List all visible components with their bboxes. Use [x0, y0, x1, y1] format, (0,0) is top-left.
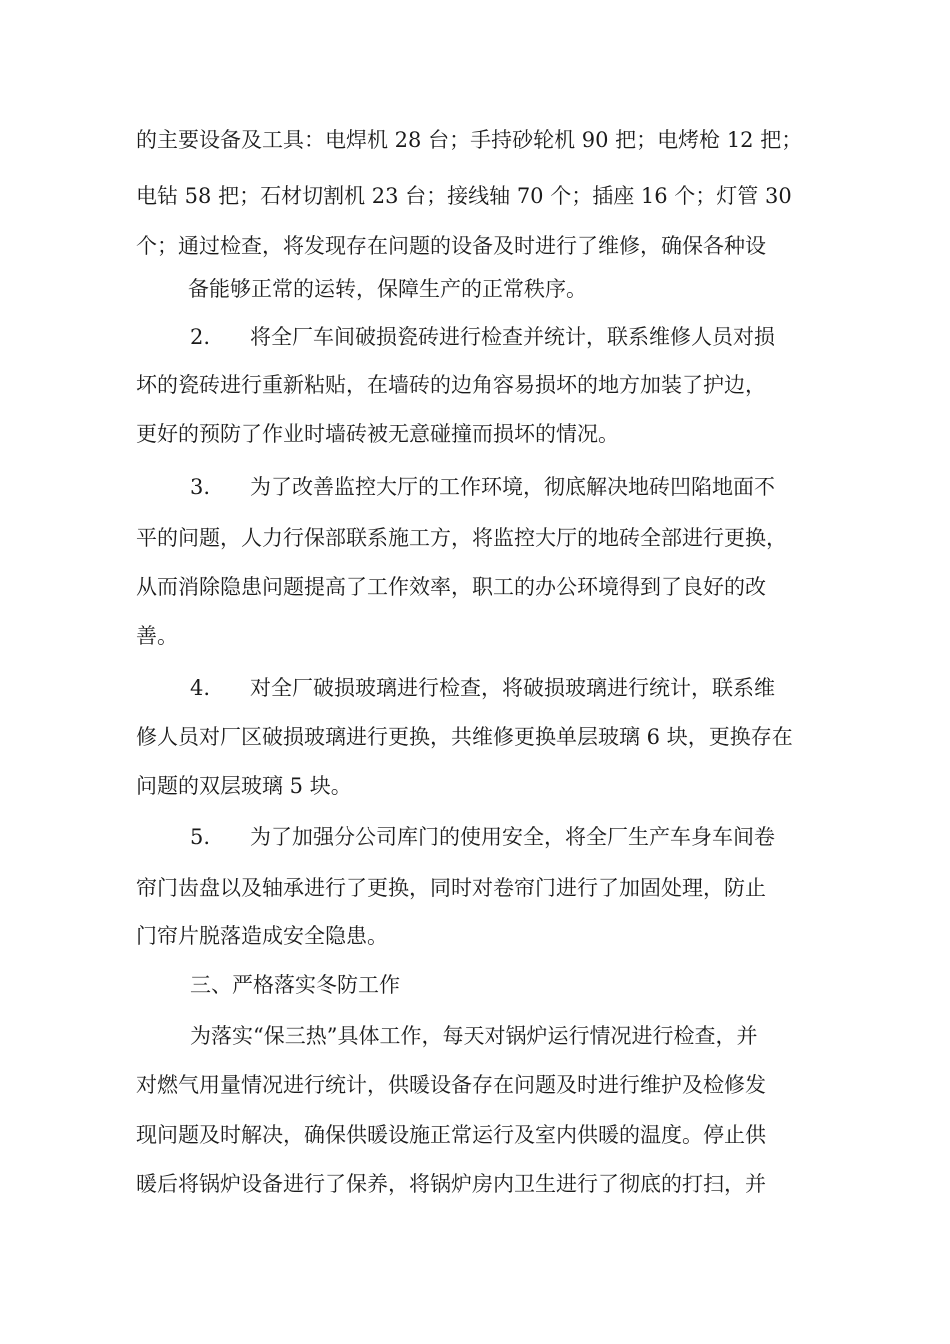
text-line: 电钻 58 把；石材切割机 23 台；接线轴 70 个；插座 16 个；灯管 30 — [136, 184, 792, 208]
item-number: 3. — [190, 475, 211, 499]
text-line: 修人员对厂区破损玻璃进行更换，共维修更换单层玻璃 6 块，更换存在 — [136, 725, 793, 749]
text-line: 个；通过检查，将发现存在问题的设备及时进行了维修，确保各种设 — [136, 234, 766, 258]
text-line: 将全厂车间破损瓷砖进行检查并统计，联系维修人员对损 — [250, 325, 775, 349]
text-line: 门帘片脱落造成安全隐患。 — [136, 924, 388, 948]
text-line: 暖后将锅炉设备进行了保养，将锅炉房内卫生进行了彻底的打扫，并 — [136, 1172, 766, 1196]
item-number: 4. — [190, 676, 211, 700]
text-line: 善。 — [136, 624, 178, 648]
text-line: 更好的预防了作业时墙砖被无意碰撞而损坏的情况。 — [136, 422, 619, 446]
text-line: 平的问题，人力行保部联系施工方，将监控大厅的地砖全部进行更换， — [136, 526, 787, 550]
item-number: 2. — [190, 325, 211, 349]
text-line: 问题的双层玻璃 5 块。 — [136, 774, 352, 798]
text-line: 对全厂破损玻璃进行检查，将破损玻璃进行统计，联系维 — [250, 676, 775, 700]
text-line: 对燃气用量情况进行统计，供暖设备存在问题及时进行维护及检修发 — [136, 1073, 766, 1097]
text-line: 现问题及时解决，确保供暖设施正常运行及室内供暖的温度。停止供 — [136, 1123, 766, 1147]
text-line: 坏的瓷砖进行重新粘贴，在墙砖的边角容易损坏的地方加装了护边， — [136, 373, 766, 397]
text-line: 帘门齿盘以及轴承进行了更换，同时对卷帘门进行了加固处理，防止 — [136, 876, 766, 900]
text-line: 为落实“保三热”具体工作，每天对锅炉运行情况进行检查，并 — [190, 1024, 758, 1048]
text-line: 为了加强分公司库门的使用安全，将全厂生产车身车间卷 — [250, 825, 775, 849]
text-line: 为了改善监控大厅的工作环境，彻底解决地砖凹陷地面不 — [250, 475, 775, 499]
item-number: 5. — [190, 825, 211, 849]
text-line: 备能够正常的运转，保障生产的正常秩序。 — [188, 277, 587, 301]
text-line: 的主要设备及工具：电焊机 28 台；手持砂轮机 90 把；电烤枪 12 把； — [136, 128, 803, 152]
section-heading: 三、严格落实冬防工作 — [190, 973, 400, 997]
text-line: 从而消除隐患问题提高了工作效率，职工的办公环境得到了良好的改 — [136, 575, 766, 599]
